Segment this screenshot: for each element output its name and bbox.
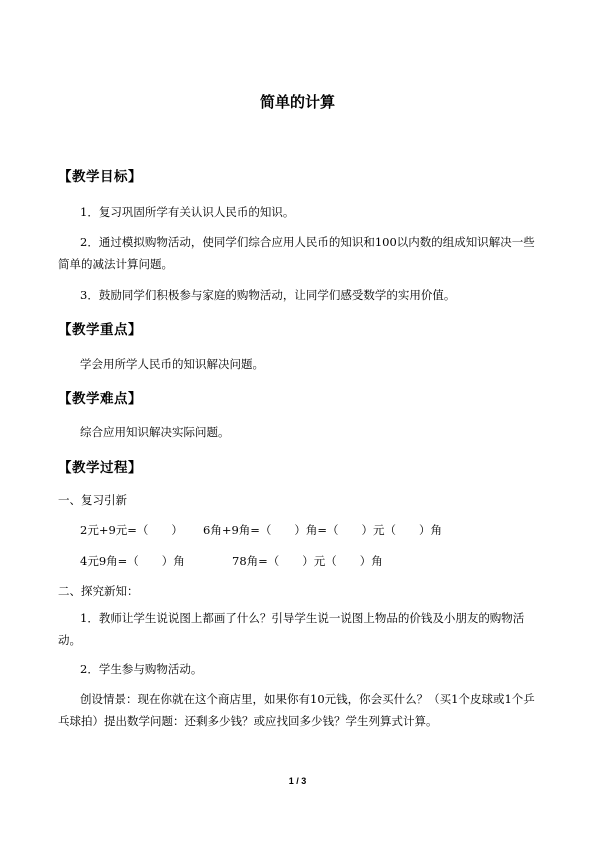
process-part2-title: 二、探究新知： (58, 584, 139, 598)
part2-item-3: 创设情景：现在你就在这个商店里，如果你有10元钱，你会买什么？（买1个皮球或1个乒乓球拍）提出数学问题：还剩多少钱？或应找回多少钱？学生列算式计算。 (58, 692, 535, 728)
focus-text: 学会用所学人民币的知识解决问题。 (80, 357, 264, 371)
difficulty-text: 综合应用知识解决实际问题。 (80, 425, 230, 439)
section-heading-goals: 【教学目标】 (58, 169, 142, 185)
process-part1-title: 一、复习引新 (58, 493, 127, 507)
section-heading-process: 【教学过程】 (58, 460, 142, 476)
section-heading-focus: 【教学重点】 (58, 322, 142, 338)
page-number: 1 / 3 (288, 776, 307, 786)
part2-item-1: 1．教师让学生说说图上都画了什么？引导学生说一说图上物品的价钱及小朋友的购物活动。 (58, 611, 525, 647)
goal-item-3: 3．鼓励同学们积极参与家庭的购物活动，让同学们感受数学的实用价值。 (80, 288, 456, 302)
goal-item-1: 1．复习巩固所学有关认识人民币的知识。 (80, 205, 295, 219)
exercise-4: 78角=（ ）元（ ）角 (232, 554, 383, 568)
exercise-1: 2元+9元=（ ） (80, 523, 183, 537)
exercise-3: 4元9角=（ ）角 (80, 554, 185, 568)
exercise-2: 6角+9角=（ ）角=（ ）元（ ）角 (203, 523, 443, 537)
section-heading-difficulty: 【教学难点】 (58, 391, 142, 407)
part2-item-2: 2．学生参与购物活动。 (80, 662, 203, 676)
goal-item-2: 2．通过模拟购物活动，使同学们综合应用人民币的知识和100以内数的组成知识解决一些简单的减法计算问题。 (58, 235, 535, 271)
page-title: 简单的计算 (259, 93, 335, 111)
